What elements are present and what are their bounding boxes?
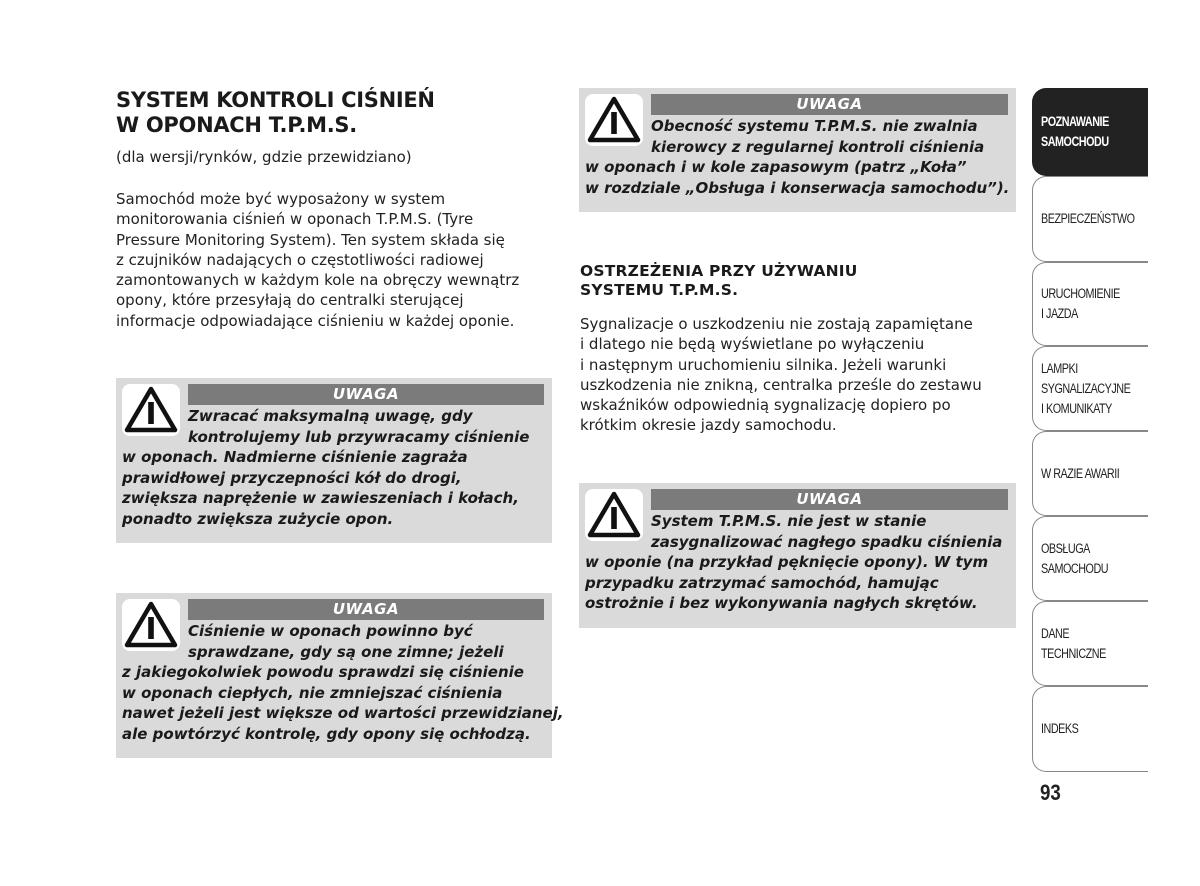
warning-text	[585, 116, 1009, 198]
warning-line: ponadto zwiększa zużycie opon.	[122, 509, 394, 528]
tab-w-razie-awarii[interactable]	[1032, 431, 1148, 516]
warning-line: zwiększa naprężenie w zawieszeniach i kołach,	[122, 489, 519, 507]
section-paragraph	[580, 314, 982, 436]
warning-line: zasygnalizować nagłego spadku ciśnienia	[651, 532, 1003, 551]
warning-line: w oponach ciepłych, nie zmniejszać ciśnienia	[122, 683, 503, 702]
warning-line: System T.P.M.S. nie jest w stanie	[651, 512, 927, 530]
intro-line: z czujników nadających o częstotliwości radiowej	[116, 250, 484, 269]
warning-line: Ciśnienie w oponach powinno być	[188, 622, 473, 640]
tab-uruchomienie-i-jazda[interactable]	[1032, 262, 1148, 346]
warning-line: sprawdzane, gdy są one zimne; jeżeli	[188, 642, 504, 661]
section-line: i dlatego nie będą wyświetlane po wyłączeniu	[580, 335, 925, 354]
intro-line: Pressure Monitoring System). Ten system składa się	[116, 230, 505, 249]
tab-dane-techniczne[interactable]	[1032, 601, 1148, 686]
intro-line: opony, które przesyłają do centralki sterującej	[116, 291, 464, 310]
tab-indeks[interactable]	[1032, 686, 1148, 772]
warning-line: prawidłowej przyczepności kół do drogi,	[122, 468, 462, 487]
section-line: uszkodzenia nie znikną, centralka prześle do zestawu	[580, 375, 982, 394]
warning-text	[122, 406, 529, 529]
tab-label: W RAZIE AWARII	[1041, 465, 1120, 481]
intro-line: monitorowania ciśnień w oponach T.P.M.S. (Tyre	[116, 210, 474, 229]
page-number: 93	[1040, 780, 1061, 805]
tab-bezpieczenstwo[interactable]	[1032, 176, 1148, 262]
title-line-1: SYSTEM KONTROLI CIŚNIEŃ	[116, 88, 435, 112]
warning-box-sudden-drop	[579, 483, 1016, 628]
tab-label: SYGNALIZACYJNE	[1041, 380, 1131, 396]
warning-header: UWAGA	[188, 384, 544, 405]
tab-label: I KOMUNIKATY	[1041, 400, 1112, 416]
section-line: krótkim okresie jazdy samochodu.	[580, 416, 837, 435]
warning-line: Obecność systemu T.P.M.S. nie zwalnia	[651, 117, 978, 135]
section-line: wskaźników odpowiednią sygnalizację dopiero po	[580, 396, 951, 415]
warning-text	[585, 511, 1002, 614]
tab-label: URUCHOMIENIE	[1041, 286, 1120, 301]
warning-line: kontrolujemy lub przywracamy ciśnienie	[188, 427, 530, 446]
warning-line: w oponach. Nadmierne ciśnienie zagraża	[122, 448, 468, 466]
warning-header: UWAGA	[651, 94, 1008, 115]
page-title	[116, 88, 536, 138]
warning-box-regular-control	[579, 88, 1016, 212]
tab-obsluga-samochodu[interactable]	[1032, 516, 1148, 601]
warning-line: z jakiegokolwiek powodu sprawdzi się ciśnienie	[122, 663, 524, 681]
subtitle: (dla wersji/rynków, gdzie przewidziano)	[116, 148, 412, 166]
tab-label: SAMOCHODU	[1041, 134, 1109, 149]
tab-label: POZNAWANIE	[1041, 114, 1109, 129]
section-heading-line: OSTRZEŻENIA PRZY UŻYWANIU	[580, 262, 858, 280]
tab-label: OBSŁUGA	[1041, 540, 1090, 556]
tab-label: TECHNICZNE	[1041, 645, 1106, 661]
warning-line: w oponach i w kole zapasowym (patrz „Koła”	[585, 158, 967, 176]
intro-line: informacje odpowiadające ciśnieniu w każdej oponie.	[116, 311, 515, 330]
tab-label: DANE	[1041, 625, 1070, 641]
tab-poznawanie-samochodu[interactable]	[1032, 88, 1148, 176]
warning-line: Zwracać maksymalną uwagę, gdy	[188, 407, 473, 425]
warning-box-cold-tyres	[116, 593, 564, 758]
intro-line: zamontowanych w każdym kole na obręczy wewnątrz	[116, 271, 520, 290]
warning-box-pressure-check	[116, 378, 552, 543]
tab-label: LAMPKI	[1041, 360, 1078, 376]
warning-line: w rozdziale „Obsługa i konserwacja samochodu”).	[585, 178, 1010, 197]
warning-line: kierowcy z regularnej kontroli ciśnienia	[651, 137, 985, 156]
intro-paragraph	[116, 189, 519, 331]
section-heading	[580, 262, 1000, 300]
section-heading-line: SYSTEMU T.P.M.S.	[580, 281, 739, 299]
tab-label: I JAZDA	[1041, 306, 1078, 321]
tab-label: BEZPIECZEŃSTWO	[1041, 211, 1135, 226]
title-line-2: W OPONACH T.P.M.S.	[116, 113, 357, 137]
warning-line: ale powtórzyć kontrolę, gdy opony się ochłodzą.	[122, 724, 531, 743]
warning-line: przypadku zatrzymać samochód, hamując	[585, 573, 939, 592]
warning-line: ostrożnie i bez wykonywania nagłych skrętów.	[585, 594, 978, 612]
warning-text	[122, 621, 564, 744]
tab-lampki-sygnalizacyjne[interactable]	[1032, 346, 1148, 431]
tab-label: INDEKS	[1041, 721, 1079, 736]
warning-header: UWAGA	[651, 489, 1008, 510]
tab-label: SAMOCHODU	[1041, 560, 1109, 576]
section-line: Sygnalizacje o uszkodzeniu nie zostają zapamiętane	[580, 315, 973, 333]
section-line: i następnym uruchomieniu silnika. Jeżeli warunki	[580, 355, 947, 374]
warning-line: w oponie (na przykład pęknięcie opony). W tym	[585, 553, 989, 571]
warning-header: UWAGA	[188, 599, 544, 620]
intro-line: Samochód może być wyposażony w system	[116, 190, 446, 208]
warning-line: nawet jeżeli jest większe od wartości przewidzianej,	[122, 704, 564, 722]
